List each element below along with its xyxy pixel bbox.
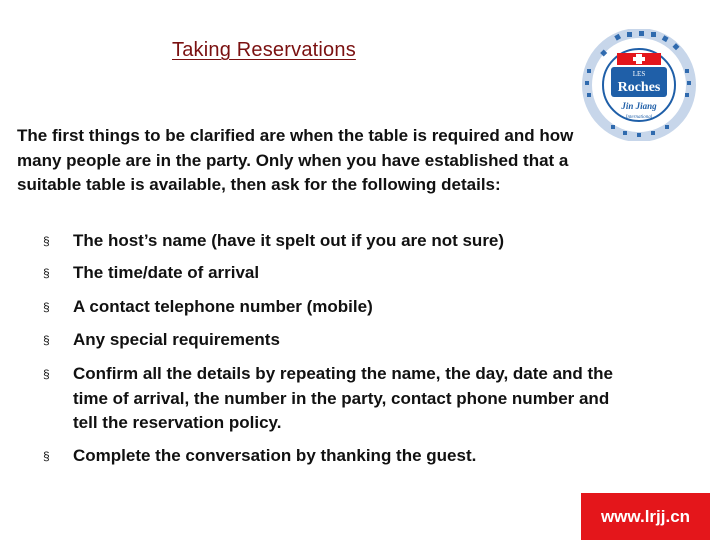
bullet-marker-icon: § — [43, 266, 50, 280]
svg-text:Roches: Roches — [617, 80, 661, 95]
list-item-text: The host’s name (have it spelt out if you are not sure) — [73, 231, 505, 250]
website-badge — [581, 493, 710, 540]
list-item-text: A contact telephone number (mobile) — [73, 297, 373, 316]
bullet-marker-icon: § — [43, 333, 50, 347]
slide-title: Taking Reservations — [172, 39, 356, 61]
bullet-marker-icon: § — [43, 449, 50, 463]
intro-paragraph: The first things to be clarified are when the table is required and how many people are in the party. Only when you have established that a suitable table is available, then ask for the following details: — [17, 126, 574, 194]
svg-text:Jin Jiang: Jin Jiang — [621, 101, 657, 111]
school-logo — [581, 29, 699, 141]
list-item-text: Any special requirements — [73, 330, 280, 349]
bullet-marker-icon: § — [43, 234, 50, 248]
svg-text:LES: LES — [632, 70, 646, 78]
bullet-marker-icon: § — [43, 300, 50, 314]
list-item-text: Complete the conversation by thanking the guest. — [73, 446, 477, 465]
bullet-marker-icon: § — [43, 367, 50, 381]
list-item-text: The time/date of arrival — [73, 263, 260, 282]
svg-text:International: International — [625, 115, 653, 120]
list-item-text: Confirm all the details by repeating the name, the day, date and the time of arrival, the number in the party, contact phone number and tell the reservation policy. — [73, 364, 614, 432]
website-url: www.lrjj.cn — [600, 507, 691, 526]
